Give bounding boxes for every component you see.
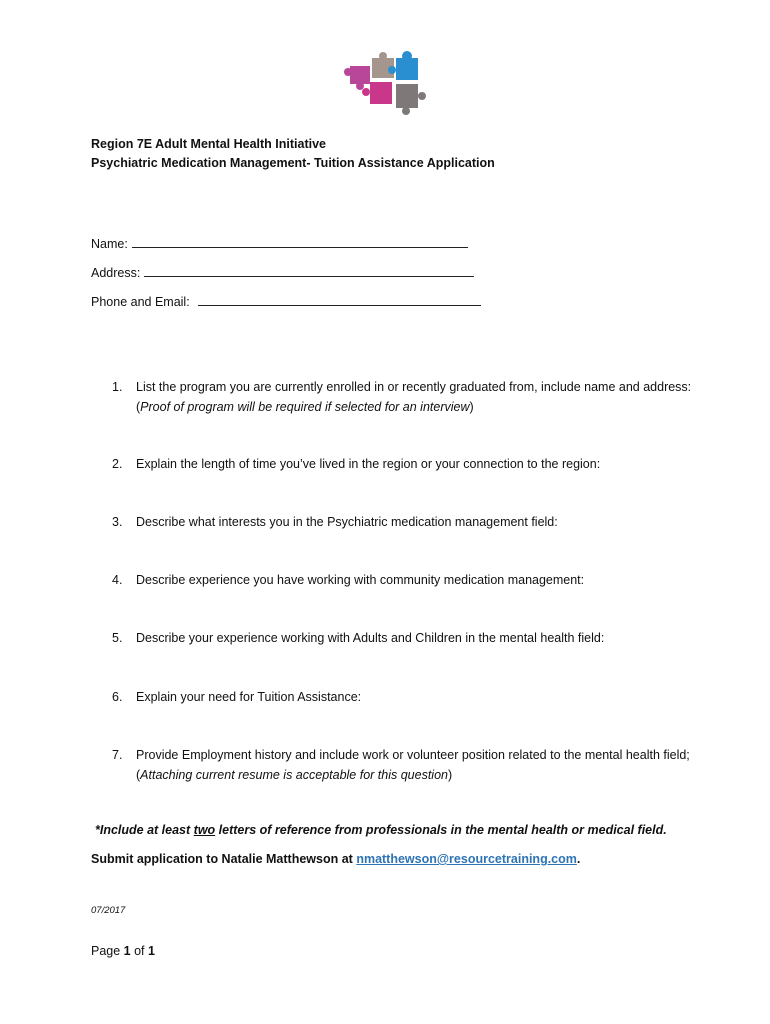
logo-piece-taupe-top <box>372 52 394 78</box>
address-field <box>91 264 474 280</box>
question-number: 5. <box>112 631 123 645</box>
question-text: Describe your experience working with Adults and Children in the mental health field: <box>136 631 605 645</box>
phone-email-label: Phone and Email: <box>91 295 190 309</box>
puzzle-pieces-logo <box>344 48 428 116</box>
logo-piece-magenta-left <box>344 66 370 90</box>
document-heading <box>91 135 495 173</box>
name-input-line[interactable] <box>132 235 468 248</box>
question-7 <box>112 746 692 785</box>
submit-instructions: Submit application to Natalie Matthewson at nmatthewson@resourcetraining.com. <box>91 852 581 866</box>
question-3 <box>112 513 692 533</box>
question-number: 3. <box>112 515 123 529</box>
question-text: List the program you are currently enrolled in or recently graduated from, include name and address: (Proof of program will be required if selected for an interview) <box>136 380 692 414</box>
reference-note: *Include at least two letters of reference from professionals in the mental health or medical field. <box>95 823 667 837</box>
question-number: 6. <box>112 690 123 704</box>
heading-line-2: Psychiatric Medication Management- Tuition Assistance Application <box>91 156 495 170</box>
question-number: 7. <box>112 748 123 762</box>
revision-date: 07/2017 <box>91 905 126 916</box>
logo-piece-pink <box>362 82 392 104</box>
question-text: Describe experience you have working with community medication management: <box>136 573 585 587</box>
question-6 <box>112 688 692 708</box>
question-text: Provide Employment history and include work or volunteer position related to the mental health field; (Attaching current resume is acceptable for this question) <box>136 748 690 782</box>
address-label: Address: <box>91 266 141 280</box>
question-1 <box>112 378 692 417</box>
question-text: Explain your need for Tuition Assistance: <box>136 690 362 704</box>
question-number: 4. <box>112 573 123 587</box>
address-input-line[interactable] <box>144 264 474 277</box>
phone-email-field <box>91 293 481 309</box>
heading-line-1: Region 7E Adult Mental Health Initiative <box>91 137 326 151</box>
name-field <box>91 235 468 251</box>
question-text: Explain the length of time you’ve lived in the region or your connection to the region: <box>136 457 601 471</box>
question-5 <box>112 629 692 649</box>
question-2 <box>112 455 692 475</box>
question-4 <box>112 571 692 591</box>
question-number: 2. <box>112 457 123 471</box>
question-text: Describe what interests you in the Psychiatric medication management field: <box>136 515 558 529</box>
page-number: Page 1 of 1 <box>91 944 155 958</box>
phone-email-input-line[interactable] <box>198 293 481 306</box>
logo-piece-grey <box>396 84 426 115</box>
name-label: Name: <box>91 237 128 251</box>
email-link[interactable]: nmatthewson@resourcetraining.com <box>356 852 577 866</box>
question-number: 1. <box>112 380 123 394</box>
